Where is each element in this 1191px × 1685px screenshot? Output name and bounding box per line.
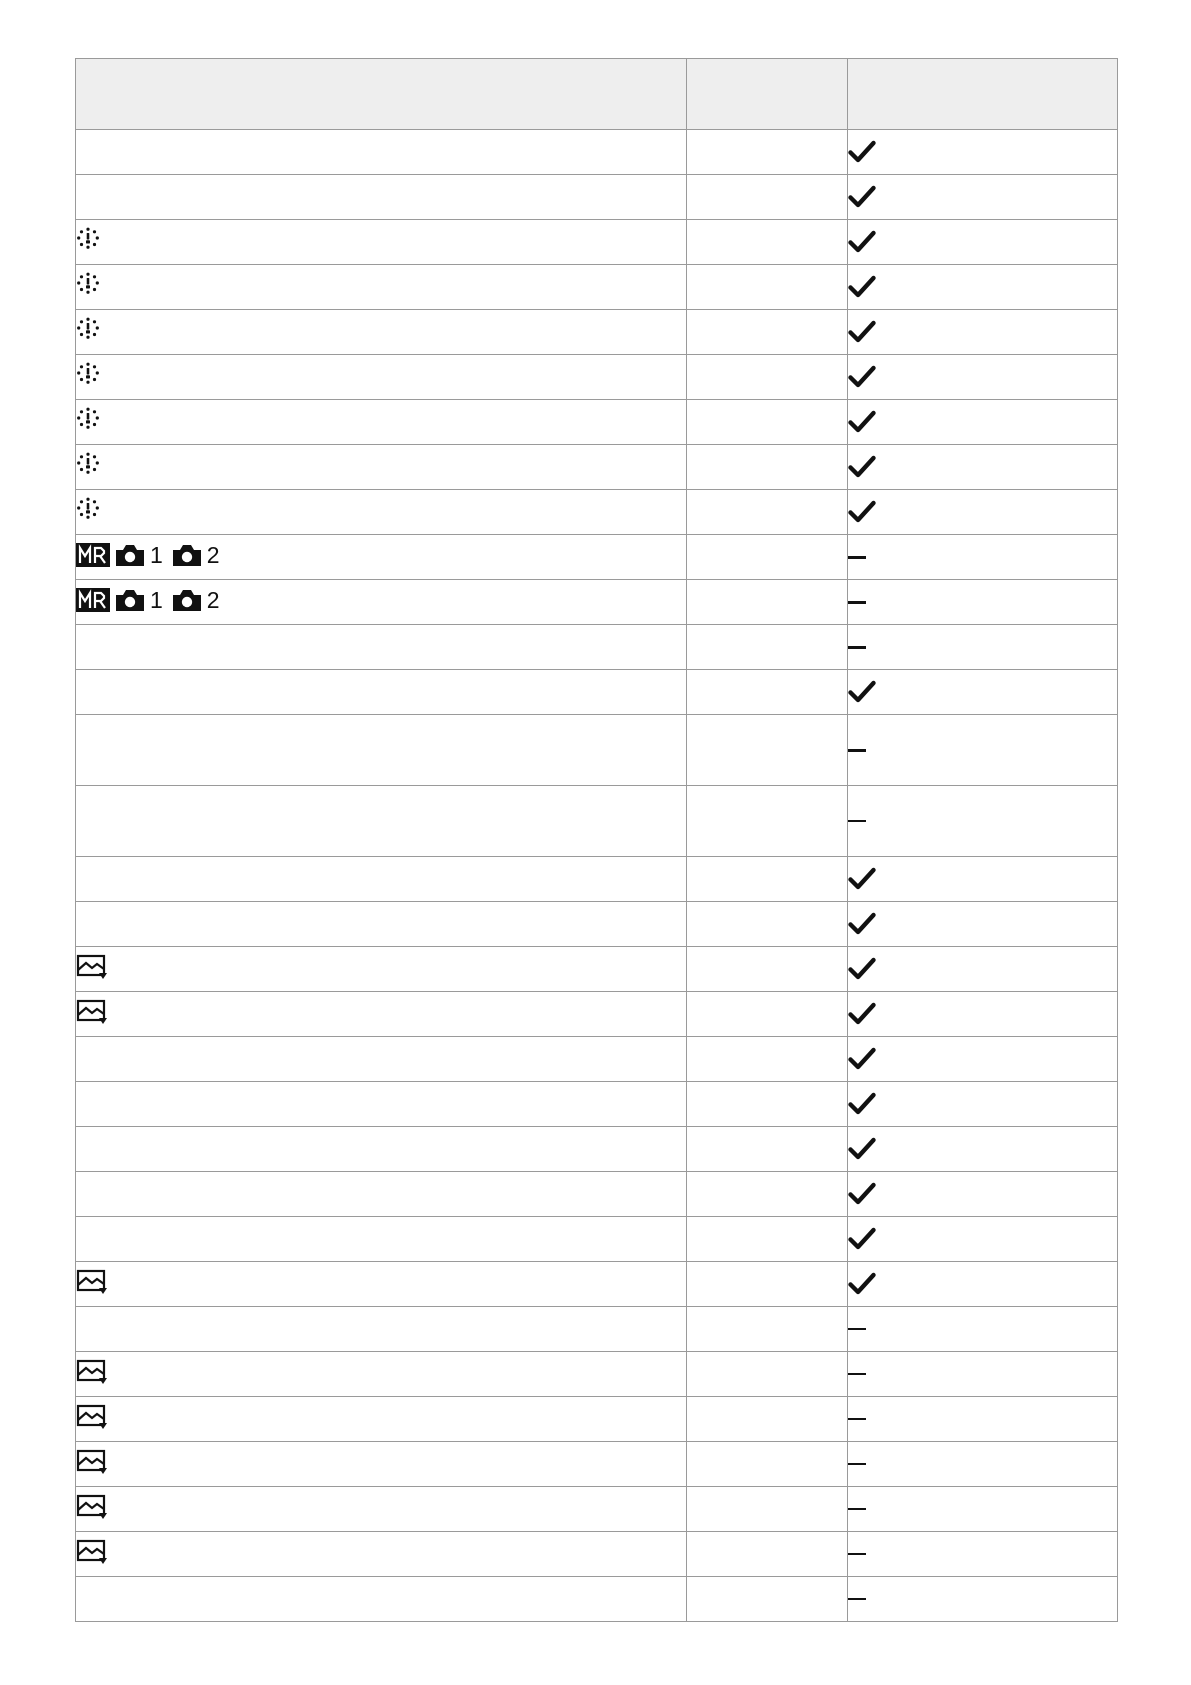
middle-cell — [687, 715, 848, 786]
middle-cell — [687, 355, 848, 400]
middle-cell — [687, 535, 848, 580]
checkmark-icon — [848, 500, 876, 524]
table-row — [76, 786, 1118, 857]
setting-name-cell — [76, 902, 687, 947]
middle-cell — [687, 310, 848, 355]
memory-recall-group — [76, 541, 224, 569]
table-row — [76, 857, 1118, 902]
checkmark-icon — [848, 957, 876, 981]
self-timer-icon — [76, 362, 100, 388]
availability-cell — [848, 130, 1118, 175]
checkmark-icon — [848, 1047, 876, 1071]
availability-cell — [848, 857, 1118, 902]
setting-name-cell — [76, 355, 687, 400]
table-row — [76, 1532, 1118, 1577]
settings-table — [75, 58, 1118, 1622]
middle-cell — [687, 130, 848, 175]
camera-icon — [114, 587, 146, 613]
availability-cell — [848, 786, 1118, 857]
availability-cell — [848, 220, 1118, 265]
setting-name-cell — [76, 175, 687, 220]
setting-name-cell — [76, 130, 687, 175]
availability-cell — [848, 947, 1118, 992]
table-row — [76, 947, 1118, 992]
table-row — [76, 130, 1118, 175]
dash-icon — [848, 1463, 866, 1465]
middle-cell — [687, 1397, 848, 1442]
camera-slot-number: 1 — [150, 542, 163, 568]
availability-cell — [848, 535, 1118, 580]
image-icon — [76, 1449, 108, 1475]
setting-name-cell — [76, 1487, 687, 1532]
availability-cell — [848, 1307, 1118, 1352]
table-row — [76, 1577, 1118, 1622]
middle-cell — [687, 1532, 848, 1577]
middle-cell — [687, 625, 848, 670]
middle-cell — [687, 902, 848, 947]
setting-name-cell — [76, 625, 687, 670]
middle-cell — [687, 1442, 848, 1487]
availability-cell — [848, 670, 1118, 715]
setting-name-cell — [76, 1037, 687, 1082]
availability-cell — [848, 1532, 1118, 1577]
self-timer-icon — [76, 452, 100, 478]
setting-name-cell — [76, 992, 687, 1037]
availability-cell — [848, 175, 1118, 220]
camera-slot-number: 1 — [150, 587, 163, 613]
image-icon — [76, 1494, 108, 1520]
middle-cell — [687, 1352, 848, 1397]
middle-cell — [687, 1577, 848, 1622]
table-row — [76, 902, 1118, 947]
memory-recall-group — [76, 586, 224, 614]
middle-cell — [687, 445, 848, 490]
camera-icon — [171, 587, 203, 613]
camera-slot-number: 2 — [206, 542, 220, 568]
table-row — [76, 580, 1118, 625]
setting-name-cell — [76, 857, 687, 902]
availability-cell — [848, 1217, 1118, 1262]
camera-slot-number: 2 — [206, 587, 220, 613]
dash-icon — [848, 601, 866, 604]
table-row — [76, 1217, 1118, 1262]
setting-name-cell — [76, 1082, 687, 1127]
camera-icon — [114, 542, 146, 568]
availability-cell — [848, 1397, 1118, 1442]
middle-cell — [687, 1307, 848, 1352]
setting-name-cell — [76, 715, 687, 786]
dash-icon — [848, 1373, 866, 1375]
setting-name-cell — [76, 265, 687, 310]
middle-cell — [687, 175, 848, 220]
checkmark-icon — [848, 912, 876, 936]
availability-cell — [848, 580, 1118, 625]
table-row — [76, 625, 1118, 670]
table-row — [76, 1082, 1118, 1127]
setting-name-cell — [76, 580, 687, 625]
checkmark-icon — [848, 230, 876, 254]
availability-cell — [848, 902, 1118, 947]
self-timer-icon — [76, 272, 100, 298]
setting-name-cell — [76, 535, 687, 580]
checkmark-icon — [848, 1137, 876, 1161]
dash-icon — [848, 646, 866, 649]
image-icon — [76, 954, 108, 980]
table-row — [76, 445, 1118, 490]
checkmark-icon — [848, 410, 876, 434]
checkmark-icon — [848, 140, 876, 164]
table-row — [76, 400, 1118, 445]
setting-name-cell — [76, 400, 687, 445]
header-cell-3 — [848, 59, 1118, 130]
availability-cell — [848, 445, 1118, 490]
table-row — [76, 1037, 1118, 1082]
availability-cell — [848, 310, 1118, 355]
memory-recall-mr-icon — [76, 542, 110, 568]
table-row — [76, 1352, 1118, 1397]
header-cell-2 — [687, 59, 848, 130]
middle-cell — [687, 220, 848, 265]
checkmark-icon — [848, 1092, 876, 1116]
availability-cell — [848, 1127, 1118, 1172]
table-row — [76, 992, 1118, 1037]
middle-cell — [687, 1262, 848, 1307]
table-row — [76, 535, 1118, 580]
middle-cell — [687, 490, 848, 535]
middle-cell — [687, 1217, 848, 1262]
self-timer-icon — [76, 407, 100, 433]
setting-name-cell — [76, 1262, 687, 1307]
setting-name-cell — [76, 1352, 687, 1397]
dash-icon — [848, 1598, 866, 1600]
checkmark-icon — [848, 1227, 876, 1251]
checkmark-icon — [848, 1182, 876, 1206]
setting-name-cell — [76, 1172, 687, 1217]
table-row — [76, 310, 1118, 355]
camera-icon — [171, 542, 203, 568]
middle-cell — [687, 857, 848, 902]
image-icon — [76, 1359, 108, 1385]
checkmark-icon — [848, 455, 876, 479]
setting-name-cell — [76, 490, 687, 535]
setting-name-cell — [76, 947, 687, 992]
table-row — [76, 1262, 1118, 1307]
availability-cell — [848, 715, 1118, 786]
availability-cell — [848, 400, 1118, 445]
checkmark-icon — [848, 185, 876, 209]
middle-cell — [687, 265, 848, 310]
dash-icon — [848, 749, 866, 752]
availability-cell — [848, 1262, 1118, 1307]
header-row — [76, 59, 1118, 130]
availability-cell — [848, 1487, 1118, 1532]
setting-name-cell — [76, 786, 687, 857]
availability-cell — [848, 1172, 1118, 1217]
checkmark-icon — [848, 867, 876, 891]
self-timer-icon — [76, 227, 100, 253]
setting-name-cell — [76, 670, 687, 715]
dash-icon — [848, 1508, 866, 1510]
availability-cell — [848, 1352, 1118, 1397]
table-row — [76, 220, 1118, 265]
middle-cell — [687, 400, 848, 445]
setting-name-cell — [76, 1577, 687, 1622]
self-timer-icon — [76, 317, 100, 343]
table-row — [76, 1307, 1118, 1352]
availability-cell — [848, 355, 1118, 400]
setting-name-cell — [76, 220, 687, 265]
dash-icon — [848, 556, 866, 559]
table-row — [76, 265, 1118, 310]
image-icon — [76, 1269, 108, 1295]
dash-icon — [848, 820, 866, 822]
dash-icon — [848, 1328, 866, 1330]
availability-cell — [848, 1082, 1118, 1127]
image-icon — [76, 1539, 108, 1565]
middle-cell — [687, 1487, 848, 1532]
setting-name-cell — [76, 1217, 687, 1262]
dash-icon — [848, 1553, 866, 1555]
table-row — [76, 490, 1118, 535]
availability-cell — [848, 992, 1118, 1037]
setting-name-cell — [76, 1127, 687, 1172]
setting-name-cell — [76, 1532, 687, 1577]
middle-cell — [687, 1172, 848, 1217]
self-timer-icon — [76, 497, 100, 523]
middle-cell — [687, 786, 848, 857]
setting-name-cell — [76, 1307, 687, 1352]
table-row — [76, 1172, 1118, 1217]
image-icon — [76, 1404, 108, 1430]
setting-name-cell — [76, 445, 687, 490]
middle-cell — [687, 1037, 848, 1082]
checkmark-icon — [848, 275, 876, 299]
checkmark-icon — [848, 680, 876, 704]
table-row — [76, 1127, 1118, 1172]
availability-cell — [848, 1577, 1118, 1622]
table-row — [76, 670, 1118, 715]
availability-cell — [848, 625, 1118, 670]
middle-cell — [687, 992, 848, 1037]
availability-cell — [848, 1037, 1118, 1082]
table-row — [76, 1397, 1118, 1442]
checkmark-icon — [848, 320, 876, 344]
setting-name-cell — [76, 310, 687, 355]
checkmark-icon — [848, 1272, 876, 1296]
middle-cell — [687, 580, 848, 625]
table-row — [76, 175, 1118, 220]
table-row — [76, 1442, 1118, 1487]
middle-cell — [687, 1082, 848, 1127]
table-row — [76, 355, 1118, 400]
image-icon — [76, 999, 108, 1025]
table-row — [76, 715, 1118, 786]
setting-name-cell — [76, 1442, 687, 1487]
dash-icon — [848, 1418, 866, 1420]
checkmark-icon — [848, 1002, 876, 1026]
middle-cell — [687, 1127, 848, 1172]
setting-name-cell — [76, 1397, 687, 1442]
header-cell-1 — [76, 59, 687, 130]
table-row — [76, 1487, 1118, 1532]
middle-cell — [687, 670, 848, 715]
availability-cell — [848, 265, 1118, 310]
middle-cell — [687, 947, 848, 992]
availability-cell — [848, 490, 1118, 535]
memory-recall-mr-icon — [76, 587, 110, 613]
checkmark-icon — [848, 365, 876, 389]
availability-cell — [848, 1442, 1118, 1487]
